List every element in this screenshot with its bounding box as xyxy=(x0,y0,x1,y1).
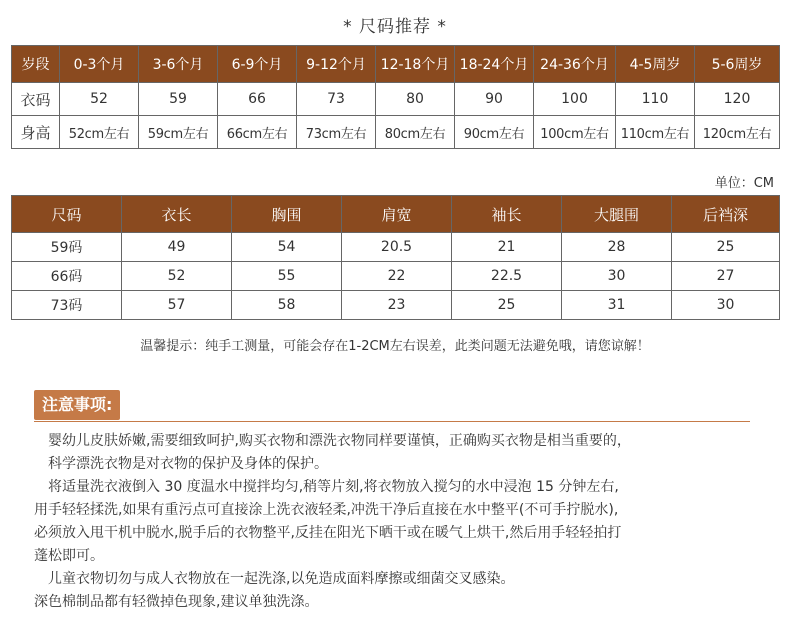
header-cell: 18-24个月 xyxy=(455,46,534,83)
table-cell: 55 xyxy=(232,262,342,291)
unit-label: 单位：CM xyxy=(714,176,774,191)
table-cell: 54 xyxy=(232,233,342,262)
row-label: 59码 xyxy=(12,233,122,262)
table-cell: 120cm左右 xyxy=(695,116,780,149)
table-cell: 110cm左右 xyxy=(616,116,695,149)
table-cell: 59cm左右 xyxy=(139,116,218,149)
table-cell: 28 xyxy=(562,233,672,262)
table-cell: 57 xyxy=(122,291,232,320)
table-cell: 25 xyxy=(672,233,780,262)
table-row xyxy=(12,262,780,291)
table-cell: 25 xyxy=(452,291,562,320)
size-guide-header-row xyxy=(12,46,780,83)
table-cell: 30 xyxy=(672,291,780,320)
notice-line: 婴幼儿皮肤娇嫩,需要细致呵护,购买衣物和漂洗衣物同样要谨慎，正确购买衣物是相当重要的， xyxy=(48,433,631,449)
notice-line: 儿童衣物切勿与成人衣物放在一起洗涤,以免造成面料摩擦或细菌交叉感染。 xyxy=(48,571,515,587)
notice-divider xyxy=(34,421,750,422)
header-cell: 胸围 xyxy=(232,196,342,233)
table-cell: 21 xyxy=(452,233,562,262)
table-row xyxy=(12,233,780,262)
table-cell: 31 xyxy=(562,291,672,320)
header-cell: 衣长 xyxy=(122,196,232,233)
header-cell: 24-36个月 xyxy=(534,46,616,83)
table-cell: 90 xyxy=(455,83,534,116)
notice-line: 必须放入甩干机中脱水,脱手后的衣物整平,反挂在阳光下晒干或在暖气上烘干,然后用手轻轻拍打 xyxy=(34,525,622,541)
table-cell: 52cm左右 xyxy=(60,116,139,149)
row-label: 66码 xyxy=(12,262,122,291)
page-title: * 尺码推荐 * xyxy=(343,17,447,37)
size-guide-table xyxy=(11,45,780,149)
header-cell: 尺码 xyxy=(12,196,122,233)
table-cell: 66cm左右 xyxy=(218,116,297,149)
table-cell: 59 xyxy=(139,83,218,116)
header-age: 岁段 xyxy=(12,46,60,83)
table-cell: 100cm左右 xyxy=(534,116,616,149)
header-cell: 4-5周岁 xyxy=(616,46,695,83)
table-cell: 73 xyxy=(297,83,376,116)
table-cell: 80cm左右 xyxy=(376,116,455,149)
notice-line: 蓬松即可。 xyxy=(34,548,104,564)
table-cell: 80 xyxy=(376,83,455,116)
header-cell: 5-6周岁 xyxy=(695,46,780,83)
table-cell: 20.5 xyxy=(342,233,452,262)
table-cell: 66 xyxy=(218,83,297,116)
measurement-tip: 温馨提示：纯手工测量，可能会存在1-2CM左右误差，此类问题无法避免哦，请您谅解！ xyxy=(140,339,650,354)
table-cell: 90cm左右 xyxy=(455,116,534,149)
table-cell: 100 xyxy=(534,83,616,116)
notice-line: 将适量洗衣液倒入 30 度温水中搅拌均匀,稍等片刻,将衣物放入搅匀的水中浸泡 15 分钟左右, xyxy=(48,479,619,495)
header-cell: 后裆深 xyxy=(672,196,780,233)
table-cell: 73cm左右 xyxy=(297,116,376,149)
notice-line: 深色棉制品都有轻微掉色现象,建议单独洗涤。 xyxy=(34,594,319,610)
row-label: 73码 xyxy=(12,291,122,320)
notice-body xyxy=(34,430,750,614)
table-cell: 58 xyxy=(232,291,342,320)
row-label: 衣码 xyxy=(12,83,60,116)
measurement-header-row xyxy=(12,196,780,233)
table-cell: 120 xyxy=(695,83,780,116)
table-cell: 52 xyxy=(60,83,139,116)
header-cell: 9-12个月 xyxy=(297,46,376,83)
header-cell: 肩宽 xyxy=(342,196,452,233)
header-cell: 0-3个月 xyxy=(60,46,139,83)
notice-title: 注意事项: xyxy=(34,390,120,420)
table-row xyxy=(12,116,780,149)
table-row xyxy=(12,291,780,320)
header-cell: 12-18个月 xyxy=(376,46,455,83)
notice-line: 用手轻轻揉洗,如果有重污点可直接涂上洗衣液轻柔,冲洗干净后直接在水中整平(不可手拧脱水), xyxy=(34,502,619,518)
table-cell: 22.5 xyxy=(452,262,562,291)
header-cell: 袖长 xyxy=(452,196,562,233)
notice-line: 科学漂洗衣物是对衣物的保护及身体的保护。 xyxy=(48,456,328,472)
table-cell: 23 xyxy=(342,291,452,320)
header-cell: 3-6个月 xyxy=(139,46,218,83)
row-label: 身高 xyxy=(12,116,60,149)
table-row xyxy=(12,83,780,116)
table-cell: 49 xyxy=(122,233,232,262)
measurement-table xyxy=(11,195,780,320)
table-cell: 52 xyxy=(122,262,232,291)
header-cell: 6-9个月 xyxy=(218,46,297,83)
table-cell: 110 xyxy=(616,83,695,116)
table-cell: 27 xyxy=(672,262,780,291)
table-cell: 22 xyxy=(342,262,452,291)
table-cell: 30 xyxy=(562,262,672,291)
header-cell: 大腿围 xyxy=(562,196,672,233)
